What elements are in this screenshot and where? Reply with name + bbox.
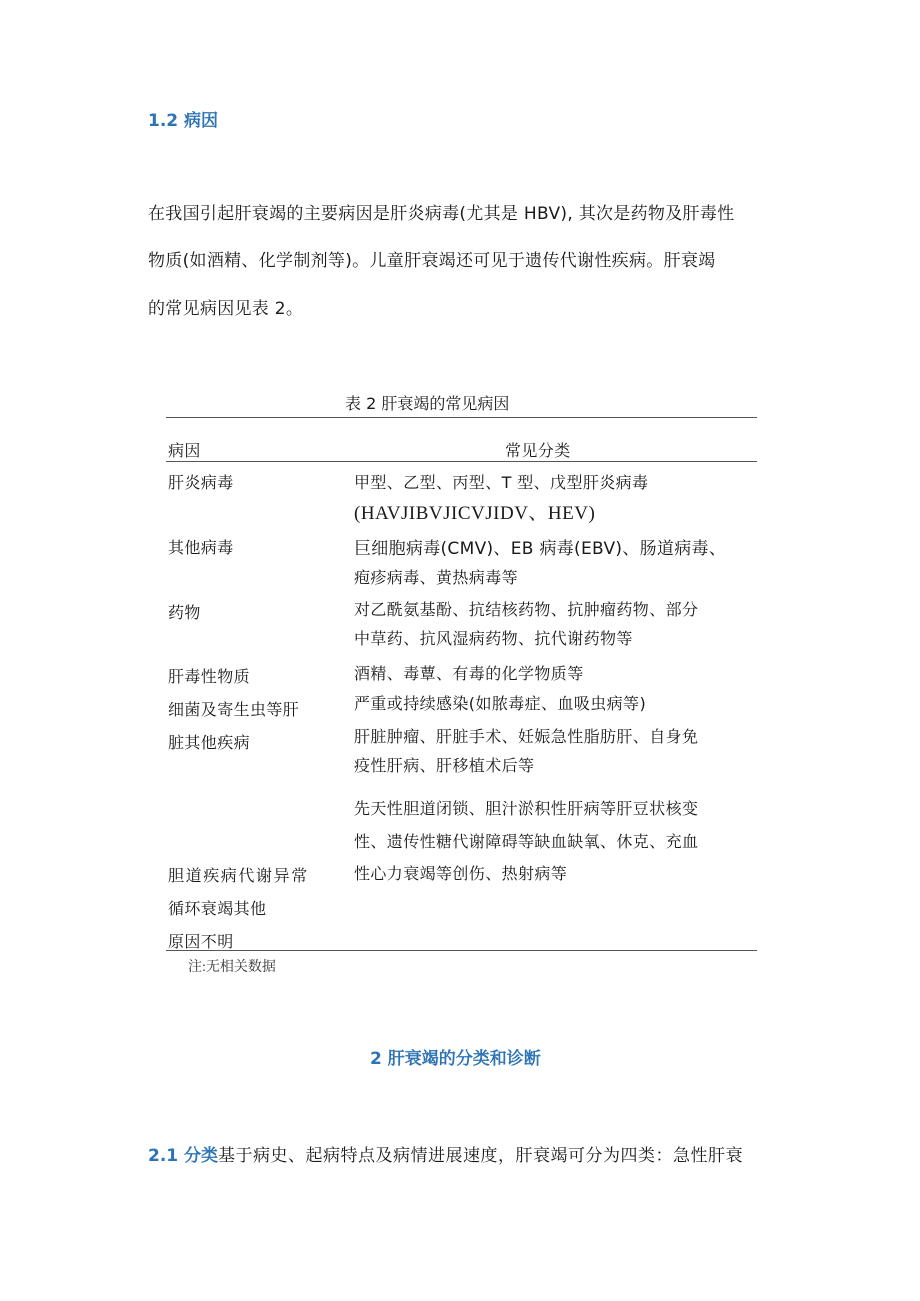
section-2-1-paragraph bbox=[148, 1141, 743, 1166]
intro-line-3: 的常见病因见表 2。 bbox=[148, 299, 304, 319]
table-row-category: 巨细胞病毒(CMV)、EB 病毒(EBV)、肠道病毒、 bbox=[354, 539, 727, 559]
section-heading-2-1: 2.1 分类 bbox=[148, 1146, 219, 1166]
table-note: 注:无相关数据 bbox=[188, 960, 276, 975]
table-row-cause: 原因不明 bbox=[168, 932, 234, 951]
table-header-cause: 病因 bbox=[168, 441, 201, 460]
table-row-cause: 肝毒性物质 bbox=[168, 667, 251, 686]
table-row-category: 对乙酰氨基酚、抗结核药物、抗肿瘤药物、部分 bbox=[354, 600, 699, 619]
table-row-category: 甲型、乙型、丙型、T 型、戊型肝炎病毒 bbox=[354, 473, 649, 492]
table-row-category: 疫性肝病、肝移植术后等 bbox=[354, 756, 535, 775]
table-row-cause: 脏其他疾病 bbox=[168, 733, 251, 752]
table-caption: 表 2 肝衰竭的常见病因 bbox=[345, 394, 510, 413]
section-2-1-text: 基于病史、起病特点及病情进展速度，肝衰竭可分为四类：急性肝衰 bbox=[218, 1146, 744, 1166]
table-header-rule bbox=[166, 461, 757, 462]
table-row-cause: 循环衰竭其他 bbox=[168, 899, 267, 918]
table-row-category: 肝脏肿瘤、肝脏手术、妊娠急性脂肪肝、自身免 bbox=[354, 727, 699, 746]
table-header-category: 常见分类 bbox=[505, 441, 571, 460]
table-row-cause: 其他病毒 bbox=[168, 538, 234, 557]
table-bottom-rule bbox=[166, 950, 757, 951]
table-row-category: 酒精、毒蕈、有毒的化学物质等 bbox=[354, 664, 584, 683]
table-top-rule bbox=[166, 417, 757, 418]
section-heading-1-2: 1.2 病因 bbox=[148, 111, 219, 131]
table-row-category: 性心力衰竭等创伤、热射病等 bbox=[354, 864, 568, 883]
table-row-category: 中草药、抗风湿病药物、抗代谢药物等 bbox=[354, 629, 633, 648]
table-row-category: 先天性胆道闭锁、胆汁淤积性肝病等肝豆状核变 bbox=[354, 799, 699, 818]
intro-line-1: 在我国引起肝衰竭的主要病因是肝炎病毒(尤其是 HBV), 其次是药物及肝毒性 bbox=[148, 204, 735, 224]
table-row-category: 性、遗传性糖代谢障碍等缺血缺氧、休克、充血 bbox=[354, 832, 699, 851]
table-row-category: 严重或持续感染(如脓毒症、血吸虫病等) bbox=[354, 694, 647, 713]
section-heading-2: 2 肝衰竭的分类和诊断 bbox=[370, 1049, 541, 1069]
table-row-cause: 胆道疾病代谢异常 bbox=[168, 866, 309, 885]
table-row-category: (HAVJIBVJICVJIDV、HEV) bbox=[354, 503, 596, 524]
table-row-cause: 细菌及寄生虫等肝 bbox=[168, 700, 300, 719]
intro-line-2: 物质(如酒精、化学制剂等)。儿童肝衰竭还可见于遗传代谢性疾病。肝衰竭 bbox=[148, 251, 716, 271]
table-row-cause: 肝炎病毒 bbox=[168, 473, 234, 492]
table-row-cause: 药物 bbox=[168, 603, 201, 622]
table-row-category: 疱疹病毒、黄热病毒等 bbox=[354, 568, 519, 587]
